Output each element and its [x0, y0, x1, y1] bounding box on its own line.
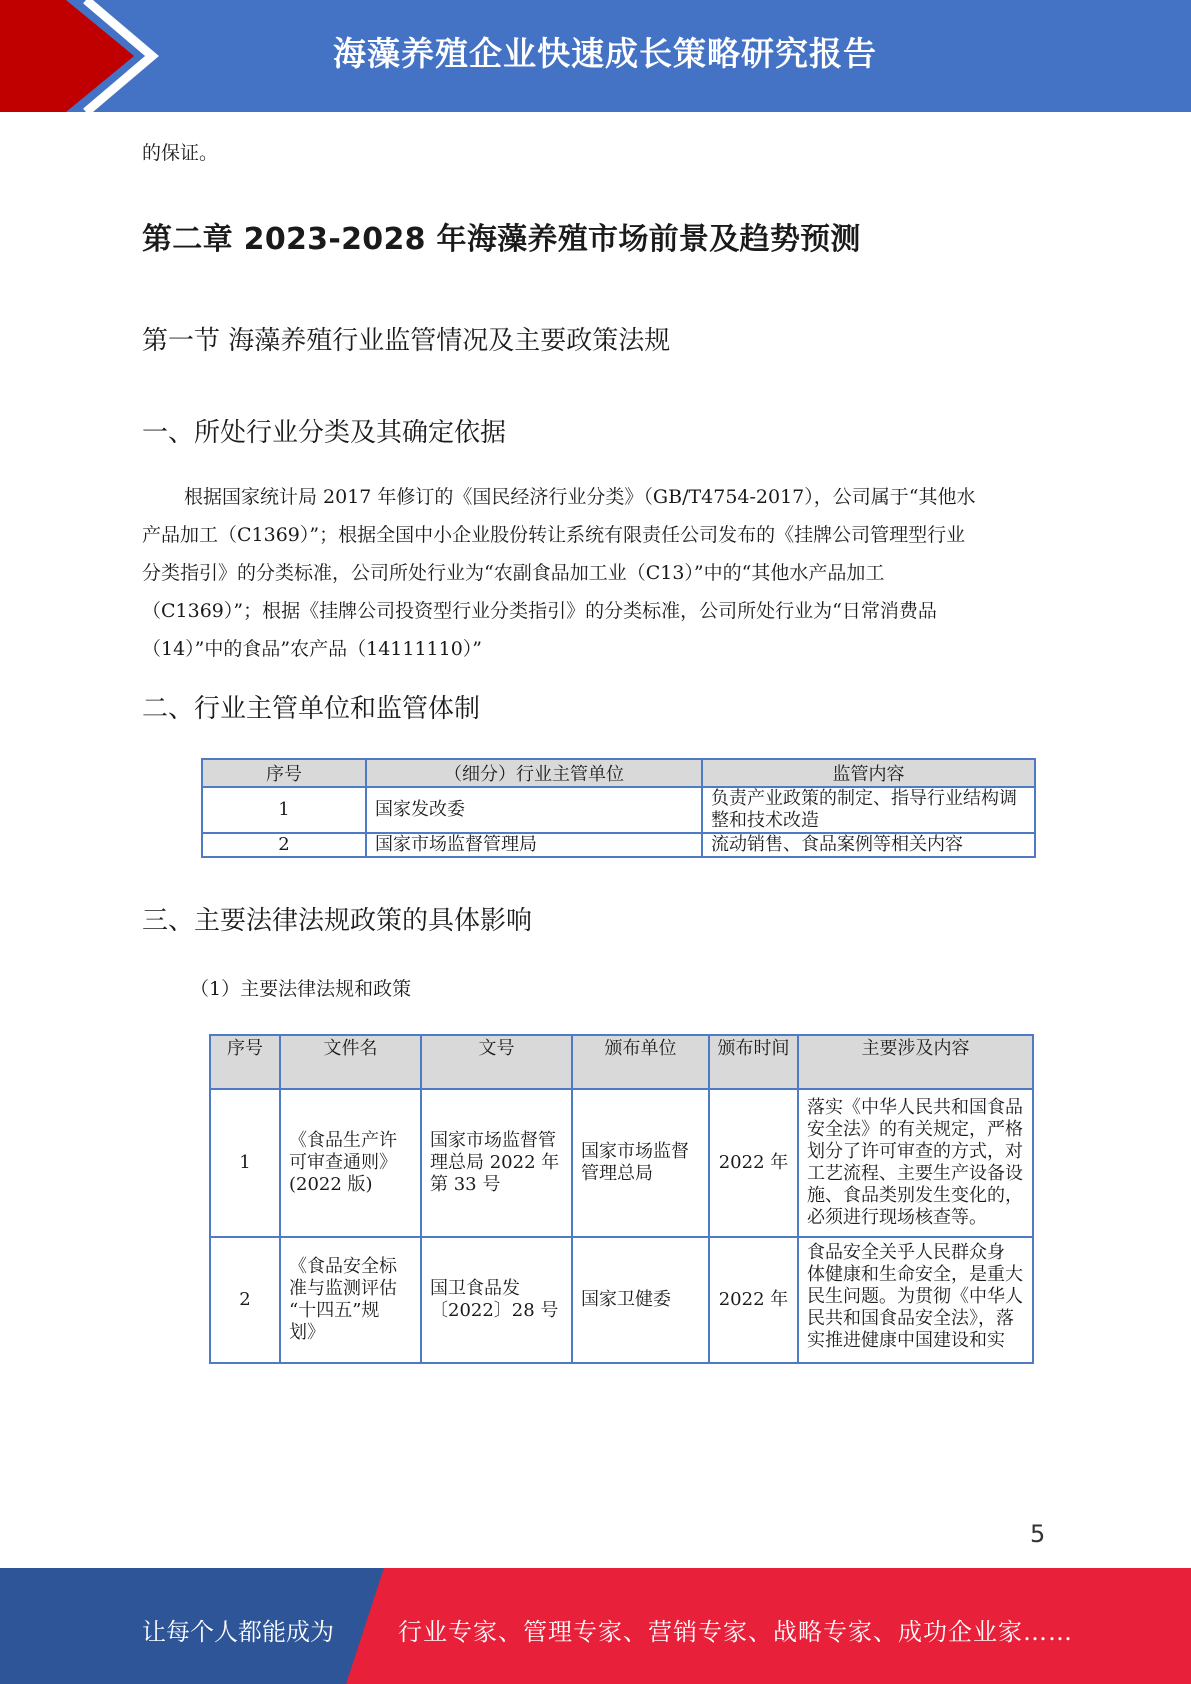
regulation-content: 负责产业政策的制定、指导行业结构调 整和技术改造 — [702, 787, 1035, 833]
issue-date: 2022 年 — [709, 1089, 798, 1237]
document-name: 《食品生产许 可审查通则》 (2022 版) — [280, 1089, 421, 1237]
column-header: 颁布单位 — [572, 1035, 709, 1089]
table-row — [210, 1089, 1033, 1237]
paragraph-line: 根据国家统计局 2017 年修订的《国民经济行业分类》（GB/T4754-2017），公司属于“其他水 — [184, 486, 976, 508]
table-row — [210, 1237, 1033, 1363]
table-header-row — [210, 1035, 1033, 1089]
column-header: 文件名 — [280, 1035, 421, 1089]
column-header: 主要涉及内容 — [798, 1035, 1033, 1089]
section-title: 第一节 海藻养殖行业监管情况及主要政策法规 — [142, 326, 671, 356]
row-number: 2 — [210, 1237, 280, 1363]
footer-slogan-right: 行业专家、管理专家、营销专家、战略专家、成功企业家…… — [398, 1618, 1073, 1646]
regulator-name: 国家市场监督管理局 — [366, 833, 702, 857]
column-header: 监管内容 — [702, 759, 1035, 787]
report-title: 海藻养殖企业快速成长策略研究报告 — [333, 34, 877, 73]
document-name: 《食品安全标 准与监测评估 “十四五”规 划》 — [280, 1237, 421, 1363]
subsection-title-2: 二、行业主管单位和监管体制 — [142, 694, 481, 724]
issue-date: 2022 年 — [709, 1237, 798, 1363]
issuing-authority: 国家市场监督 管理总局 — [572, 1089, 709, 1237]
table-header-row — [202, 759, 1035, 787]
footer-slogan-left: 让每个人都能成为 — [142, 1618, 334, 1646]
row-number: 1 — [210, 1089, 280, 1237]
main-content: 食品安全关乎人民群众身 体健康和生命安全，是重大 民生问题。为贯彻《中华人 民共和国食品安全法》，落 实推进健康中国建设和实 — [798, 1237, 1033, 1363]
column-header: （细分）行业主管单位 — [366, 759, 702, 787]
header-banner — [0, 0, 1191, 112]
document-number: 国卫食品发 〔2022〕28 号 — [421, 1237, 572, 1363]
paragraph-line: （14）”中的食品”农产品（14111110）” — [142, 638, 483, 660]
column-header: 颁布时间 — [709, 1035, 798, 1089]
column-header: 序号 — [202, 759, 366, 787]
row-number: 1 — [202, 787, 366, 833]
chapter-title: 第二章 2023-2028 年海藻养殖市场前景及趋势预测 — [142, 222, 861, 257]
table-row — [202, 787, 1035, 833]
subsection-title-1: 一、所处行业分类及其确定依据 — [142, 418, 507, 448]
table-row — [202, 833, 1035, 857]
issuing-authority: 国家卫健委 — [572, 1237, 709, 1363]
intro-text: 的保证。 — [142, 142, 219, 164]
list-label: （1）主要法律法规和政策 — [190, 978, 412, 1000]
footer-banner — [0, 1568, 1191, 1684]
paragraph-line: （C1369）”；根据《挂牌公司投资型行业分类指引》的分类标准，公司所处行业为“日常消费品 — [142, 600, 937, 622]
laws-table — [209, 1034, 1034, 1364]
subsection-title-3: 三、主要法律法规政策的具体影响 — [142, 906, 533, 936]
paragraph-line: 产品加工（C1369）”；根据全国中小企业股份转让系统有限责任公司发布的《挂牌公司管理型行业 — [142, 524, 966, 546]
main-content: 落实《中华人民共和国食品 安全法》的有关规定，严格 划分了许可审查的方式，对 工艺流程、主要生产设备设 施、食品类别发生变化的， 必须进行现场核查等。 — [798, 1089, 1033, 1237]
column-header: 文号 — [421, 1035, 572, 1089]
document-number: 国家市场监督管 理总局 2022 年 第 33 号 — [421, 1089, 572, 1237]
column-header: 序号 — [210, 1035, 280, 1089]
regulator-name: 国家发改委 — [366, 787, 702, 833]
row-number: 2 — [202, 833, 366, 857]
classification-paragraph — [142, 478, 1047, 668]
paragraph-line: 分类指引》的分类标准，公司所处行业为“农副食品加工业（C13）”中的“其他水产品加工 — [142, 562, 885, 584]
regulator-table — [201, 758, 1036, 858]
page-number: 5 — [1030, 1520, 1046, 1548]
regulation-content: 流动销售、食品案例等相关内容 — [702, 833, 1035, 857]
